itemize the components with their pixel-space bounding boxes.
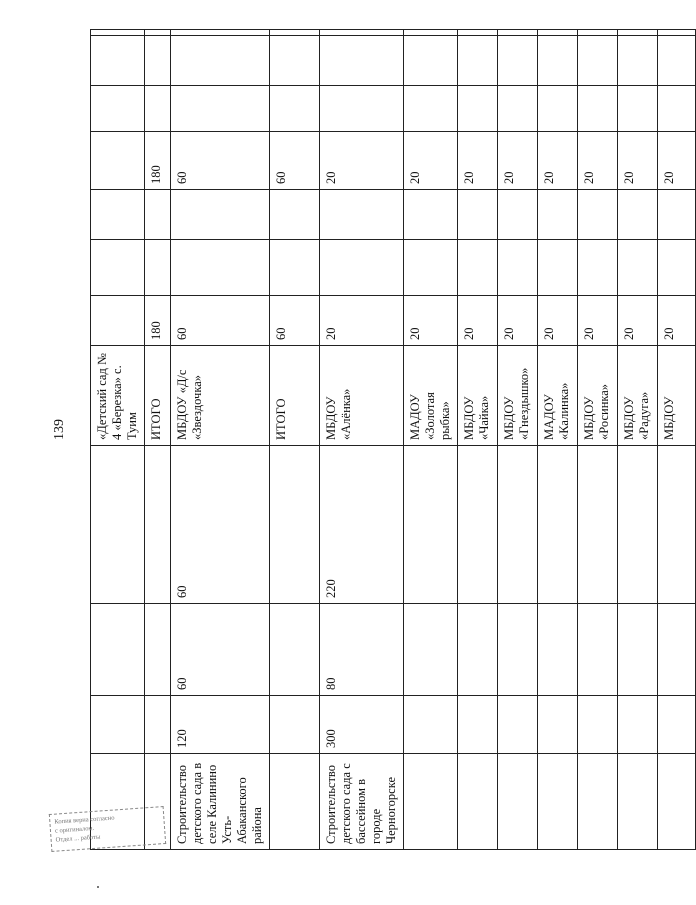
table-cell [658,86,696,132]
table-cell: 80 [320,604,404,696]
table-cell [618,190,658,240]
table-cell: 20 [578,132,618,190]
table-cell [458,754,498,850]
table-row [618,30,658,850]
table-cell [270,446,320,604]
table-cell [91,696,145,754]
table-cell [498,604,538,696]
table-cell: 60 [270,132,320,190]
table-cell [91,132,145,190]
table-cell [270,36,320,86]
table-cell [320,30,404,36]
table-cell [578,30,618,36]
table-cell [458,36,498,86]
table-cell: МАДОУ «Калинка» [538,346,578,446]
table-cell [270,86,320,132]
table-cell [404,754,458,850]
table-cell [91,190,145,240]
table-cell [578,190,618,240]
table-cell: 20 [618,132,658,190]
table-cell [458,604,498,696]
table-cell [404,696,458,754]
table-cell [578,696,618,754]
table-cell [320,190,404,240]
table-cell [145,446,171,604]
table-cell [404,240,458,296]
table-cell [498,30,538,36]
scan-speck [97,886,99,888]
table-cell: МБДОУ «Д/с «Звездочка» [171,346,270,446]
table-cell [578,754,618,850]
table-cell [145,240,171,296]
table-cell: 20 [498,132,538,190]
table-cell [320,240,404,296]
table-cell: 180 [145,132,171,190]
table-cell [270,30,320,36]
table-cell: МБДОУ «Гнездышко» [498,346,538,446]
table-cell [270,696,320,754]
table-cell [91,296,145,346]
table-cell [658,696,696,754]
table-cell [538,446,578,604]
table-cell [404,86,458,132]
table-cell [658,446,696,604]
table-cell: 20 [618,296,658,346]
table-cell [171,30,270,36]
table-cell [618,604,658,696]
table-cell [458,446,498,604]
table-row [91,30,145,850]
table-row [145,30,171,850]
table-cell [91,30,145,36]
table-cell: 20 [404,296,458,346]
table-cell [171,240,270,296]
table-cell [498,190,538,240]
table-cell: ИТОГО [270,346,320,446]
table-cell: 20 [320,132,404,190]
table-cell: 120 [171,696,270,754]
table-cell [658,604,696,696]
table-cell: ИТОГО [145,346,171,446]
table-cell: МАДОУ «Золотая рыбка» [404,346,458,446]
table-cell [658,754,696,850]
table-cell [658,30,696,36]
table-cell: 20 [320,296,404,346]
table-row [320,30,404,850]
table-cell [91,36,145,86]
table-cell [458,86,498,132]
table-cell [498,86,538,132]
table-cell [145,190,171,240]
table-cell [145,696,171,754]
table-cell [658,36,696,86]
table-cell: 20 [538,132,578,190]
table-cell [91,604,145,696]
table-cell [404,446,458,604]
table-cell [538,754,578,850]
table-cell: МБДОУ «Радуга» [618,346,658,446]
table-cell [270,754,320,850]
table-cell [498,696,538,754]
table-cell [171,36,270,86]
table-cell [538,190,578,240]
table-cell [320,86,404,132]
table-cell: 20 [458,132,498,190]
table-cell [320,36,404,86]
table-cell [404,604,458,696]
table-cell: 60 [171,446,270,604]
table-cell [171,86,270,132]
table-cell [538,696,578,754]
data-table [90,29,696,850]
table-cell [404,190,458,240]
table-cell [618,30,658,36]
table-cell [270,240,320,296]
table-cell: 220 [320,446,404,604]
table-cell [270,604,320,696]
table-cell [498,36,538,86]
table-cell [404,36,458,86]
table-cell [91,86,145,132]
table-cell: МБДОУ «Алёнка» [320,346,404,446]
stamp-line: Отдел ... работы [55,833,101,844]
table-cell [618,86,658,132]
table-cell: 20 [578,296,618,346]
table-cell [618,240,658,296]
table-cell [578,36,618,86]
rotated-table-container [90,30,676,850]
table-cell: МБДОУ «Чайка» [458,346,498,446]
table-cell: «Детский сад № 4 «Березка» с. Туим [91,346,145,446]
table-cell [458,30,498,36]
table-cell [538,30,578,36]
table-row [270,30,320,850]
table-cell [658,240,696,296]
table-cell [171,190,270,240]
table-cell: 20 [658,132,696,190]
table-cell: 180 [145,296,171,346]
table-cell [91,240,145,296]
table-cell [538,36,578,86]
table-cell [498,240,538,296]
table-cell: МБДОУ [658,346,696,446]
table-cell [538,240,578,296]
table-cell [538,604,578,696]
table-cell [270,190,320,240]
table-cell [618,36,658,86]
table-cell: 300 [320,696,404,754]
table-cell [458,696,498,754]
table-cell: 20 [498,296,538,346]
table-cell: 20 [538,296,578,346]
table-cell: 60 [270,296,320,346]
table-cell: МБДОУ «Росинка» [578,346,618,446]
table-cell [578,604,618,696]
table-cell [145,86,171,132]
table-row [578,30,618,850]
table-cell: Строительство детского сада с бассейном в городе Черногорске [320,754,404,850]
table-cell [538,86,578,132]
table-cell [145,36,171,86]
table-cell: 60 [171,296,270,346]
table-cell [498,754,538,850]
table-cell [498,446,538,604]
table-cell [618,446,658,604]
table-cell [618,696,658,754]
table-cell [578,86,618,132]
stamp-line: с оригиналом. [54,824,95,835]
table-cell: 20 [458,296,498,346]
table-cell: 20 [404,132,458,190]
table-cell [404,30,458,36]
page-number: 139 [52,419,67,440]
table-row [538,30,578,850]
table-row [404,30,458,850]
table-cell [145,604,171,696]
table-row [498,30,538,850]
table-row [171,30,270,850]
table-cell [91,446,145,604]
table-cell: 60 [171,604,270,696]
table-cell [458,190,498,240]
table-cell: Строительство детского сада в селе Калинино Усть-Абаканского района [171,754,270,850]
table-row [458,30,498,850]
table-cell: 20 [658,296,696,346]
table-row [658,30,696,850]
table-cell [145,30,171,36]
table-cell [618,754,658,850]
table-cell [578,240,618,296]
table-cell [578,446,618,604]
stamp-line: Копия верна согласно [54,814,115,826]
table-cell [458,240,498,296]
certification-stamp [49,806,166,852]
table-cell [658,190,696,240]
table-cell: 60 [171,132,270,190]
